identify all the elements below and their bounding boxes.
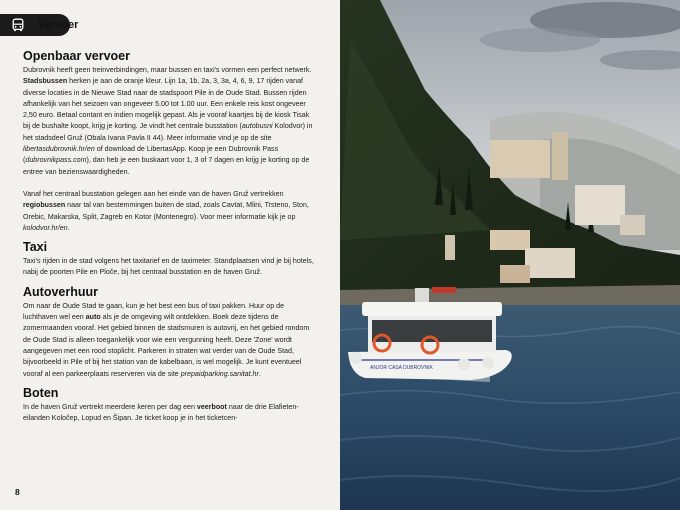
paragraph-autoverhuur: Om naar de Oude Stad te gaan, kun je het best een bus of taxi pakken. Huur op de luchthaven wel een auto als je de omgeving wilt ontdekken. Boek deze tijdens de zomermaanden vooraf. Het gebied binnen de stadsmuren is autovrij, en het gebied rondom de Oude Stad is alleen toegankelijk voor wie een vergunning heeft. Deze 'Zone' wordt aangegeven met een rood stoplicht. Parkeren in straten wat verder van de Oude Stad, bijvoorbeeld in Pile of bij het station van de kabelbaan, is wel mogelijk. Je kunt eventueel vooraf al een parkeerplaats reserveren via de site prepaidparking.sanitat.hr.	[23, 301, 310, 378]
paragraph-taxi: Taxi's rijden in de stad volgens het taxitarief en de taximeter. Standplaatsen vind je bij hotels, nabij de poorten Pile en Ploče, bij het centraal busstation en de haven Gruž.	[23, 257, 314, 277]
page-content	[23, 49, 318, 424]
boat-banner: ANJOR CASA DUBROVNIK	[370, 365, 433, 371]
heading-taxi: Taxi	[23, 240, 48, 255]
paragraph-openbaar-vervoer: Dubrovnik heeft geen treinverbindingen, maar bussen en taxi's vormen een perfect netwerk. Stadsbussen herken je aan de oranje kleur. Lijn 1a, 1b, 2a, 3, 3a, 4, 6, 9, 17 rijden vanaf diverse locaties in de Nieuwe Stad naar de stadspoort Pile in de Oude Stad. Bussen rijden afhankelijk van het seizoen van ongeveer 5.00 tot 1.00 uur. Een enkele reis kost ongeveer 2,50 euro. Betaal contant en indien mogelijk gepast. Als je vooraf kaartjes bij de kiosk Tisak bij de bushalte koopt, krijg je korting. Je vindt het centrale busstation (autobusni Kolodvor) in het stadsdeel Gruž (Obala Ivana Pavla II 44). Meer informatie vind je op de site libertasdubrovnik.hr/en of download de LibertasApp. Koop je een Dubrovnik Pass (dubrovnikpass.com), dan heb je een buskaart voor 1, 3 of 7 dagen en krijg je korting op de entree van bezienswaardigheden.	[23, 66, 313, 176]
heading-boten: Boten	[23, 385, 59, 400]
section-title: Vervoer	[38, 19, 79, 31]
heading-autoverhuur: Autoverhuur	[23, 284, 98, 299]
heading-openbaar-vervoer: Openbaar vervoer	[23, 49, 130, 63]
paragraph-regiobussen: Vanaf het centraal busstation gelegen aan het einde van de haven Gruž vertrekken regiobussen naar tal van bestemmingen buiten de stad, zoals Cavtat, Mlini, Trsteno, Ston, Orebic, Makarska, Split, Zagreb en Kotor (Montenegro). Voor meer informatie kijk je op kolodvor.hr/en.	[23, 189, 309, 232]
ferry-photo	[340, 0, 680, 510]
hilltop-building	[490, 140, 550, 178]
bus-icon	[10, 17, 26, 33]
page-number: 8	[15, 487, 20, 497]
paragraph-boten: In de haven Gruž vertrekt meerdere keren per dag een veerboot naar de drie Elafieten-eilanden Koločep, Lopud en Šipan. Je ticket koop je in het ticketcen-	[23, 402, 299, 423]
